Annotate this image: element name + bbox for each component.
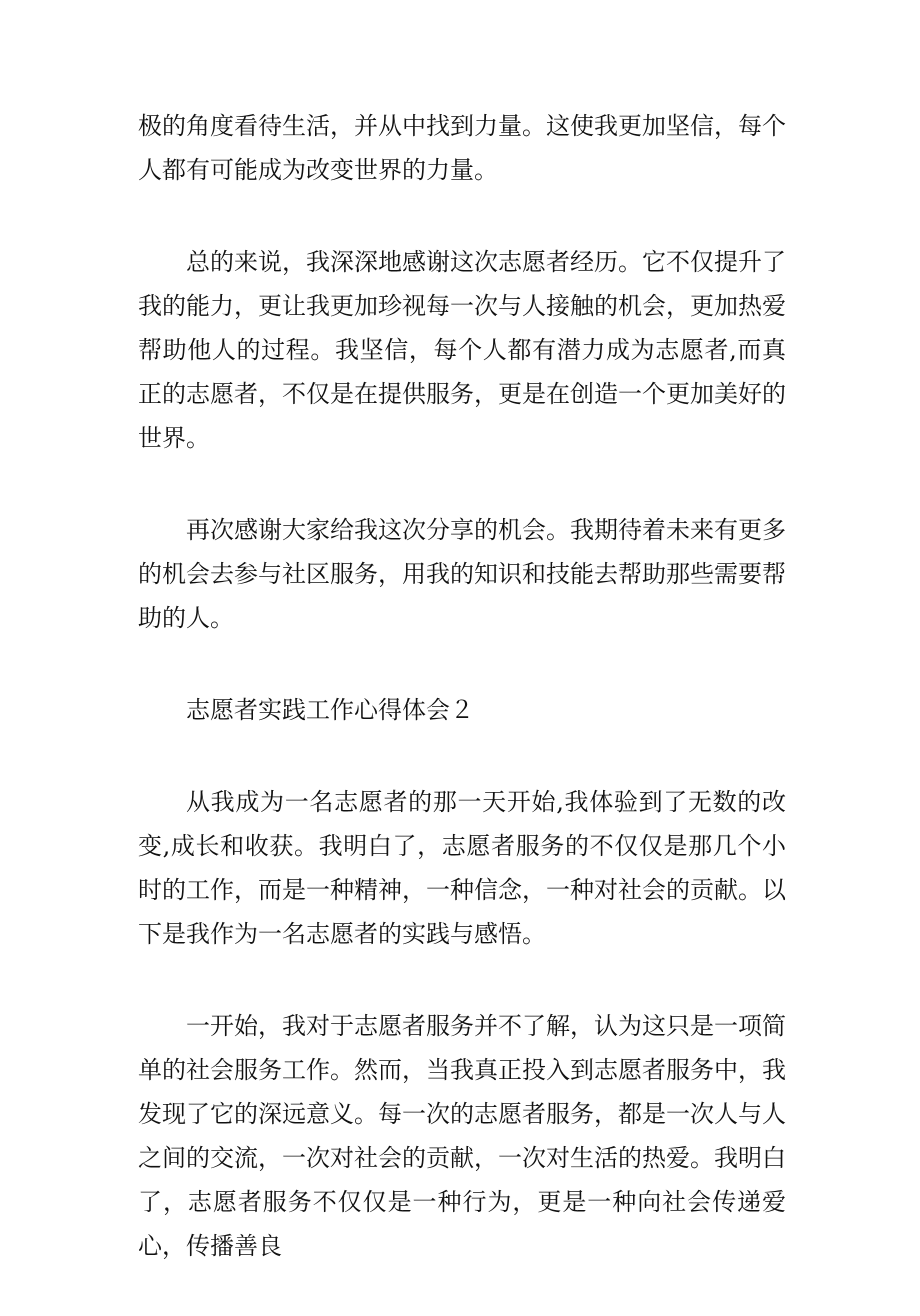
paragraph-intro: 从我成为一名志愿者的那一天开始,我体验到了无数的改变,成长和收获。我明白了，志愿者服务的不仅仅是那几个小时的工作，而是一种精神，一种信念，一种对社会的贡献。以下是我作为一名志愿者的实践与感悟。 [138,788,786,948]
paragraph-beginning: 一开始，我对于志愿者服务并不了解，认为这只是一项简单的社会服务工作。然而，当我真正投入到志愿者服务中，我发现了它的深远意义。每一次的志愿者服务，都是一次人与人之间的交流，一次对社会的贡献，一次对生活的热爱。我明白了，志愿者服务不仅仅是一种行为，更是一种向社会传递爱心，传播善良 [138,1012,786,1260]
paragraph-thanks: 再次感谢大家给我这次分享的机会。我期待着未来有更多的机会去参与社区服务，用我的知识和技能去帮助那些需要帮助的人。 [138,516,786,632]
document-body [138,104,786,1316]
section-heading: 志愿者实践工作心得体会２ [186,696,474,724]
paragraph-summary: 总的来说，我深深地感谢这次志愿者经历。它不仅提升了我的能力，更让我更加珍视每一次与人接触的机会，更加热爱帮助他人的过程。我坚信，每个人都有潜力成为志愿者,而真正的志愿者，不仅是在提供服务，更是在创造一个更加美好的世界。 [138,248,786,452]
paragraph-continued: 极的角度看待生活，并从中找到力量。这使我更加坚信，每个人都有可能成为改变世界的力量。 [138,112,786,184]
